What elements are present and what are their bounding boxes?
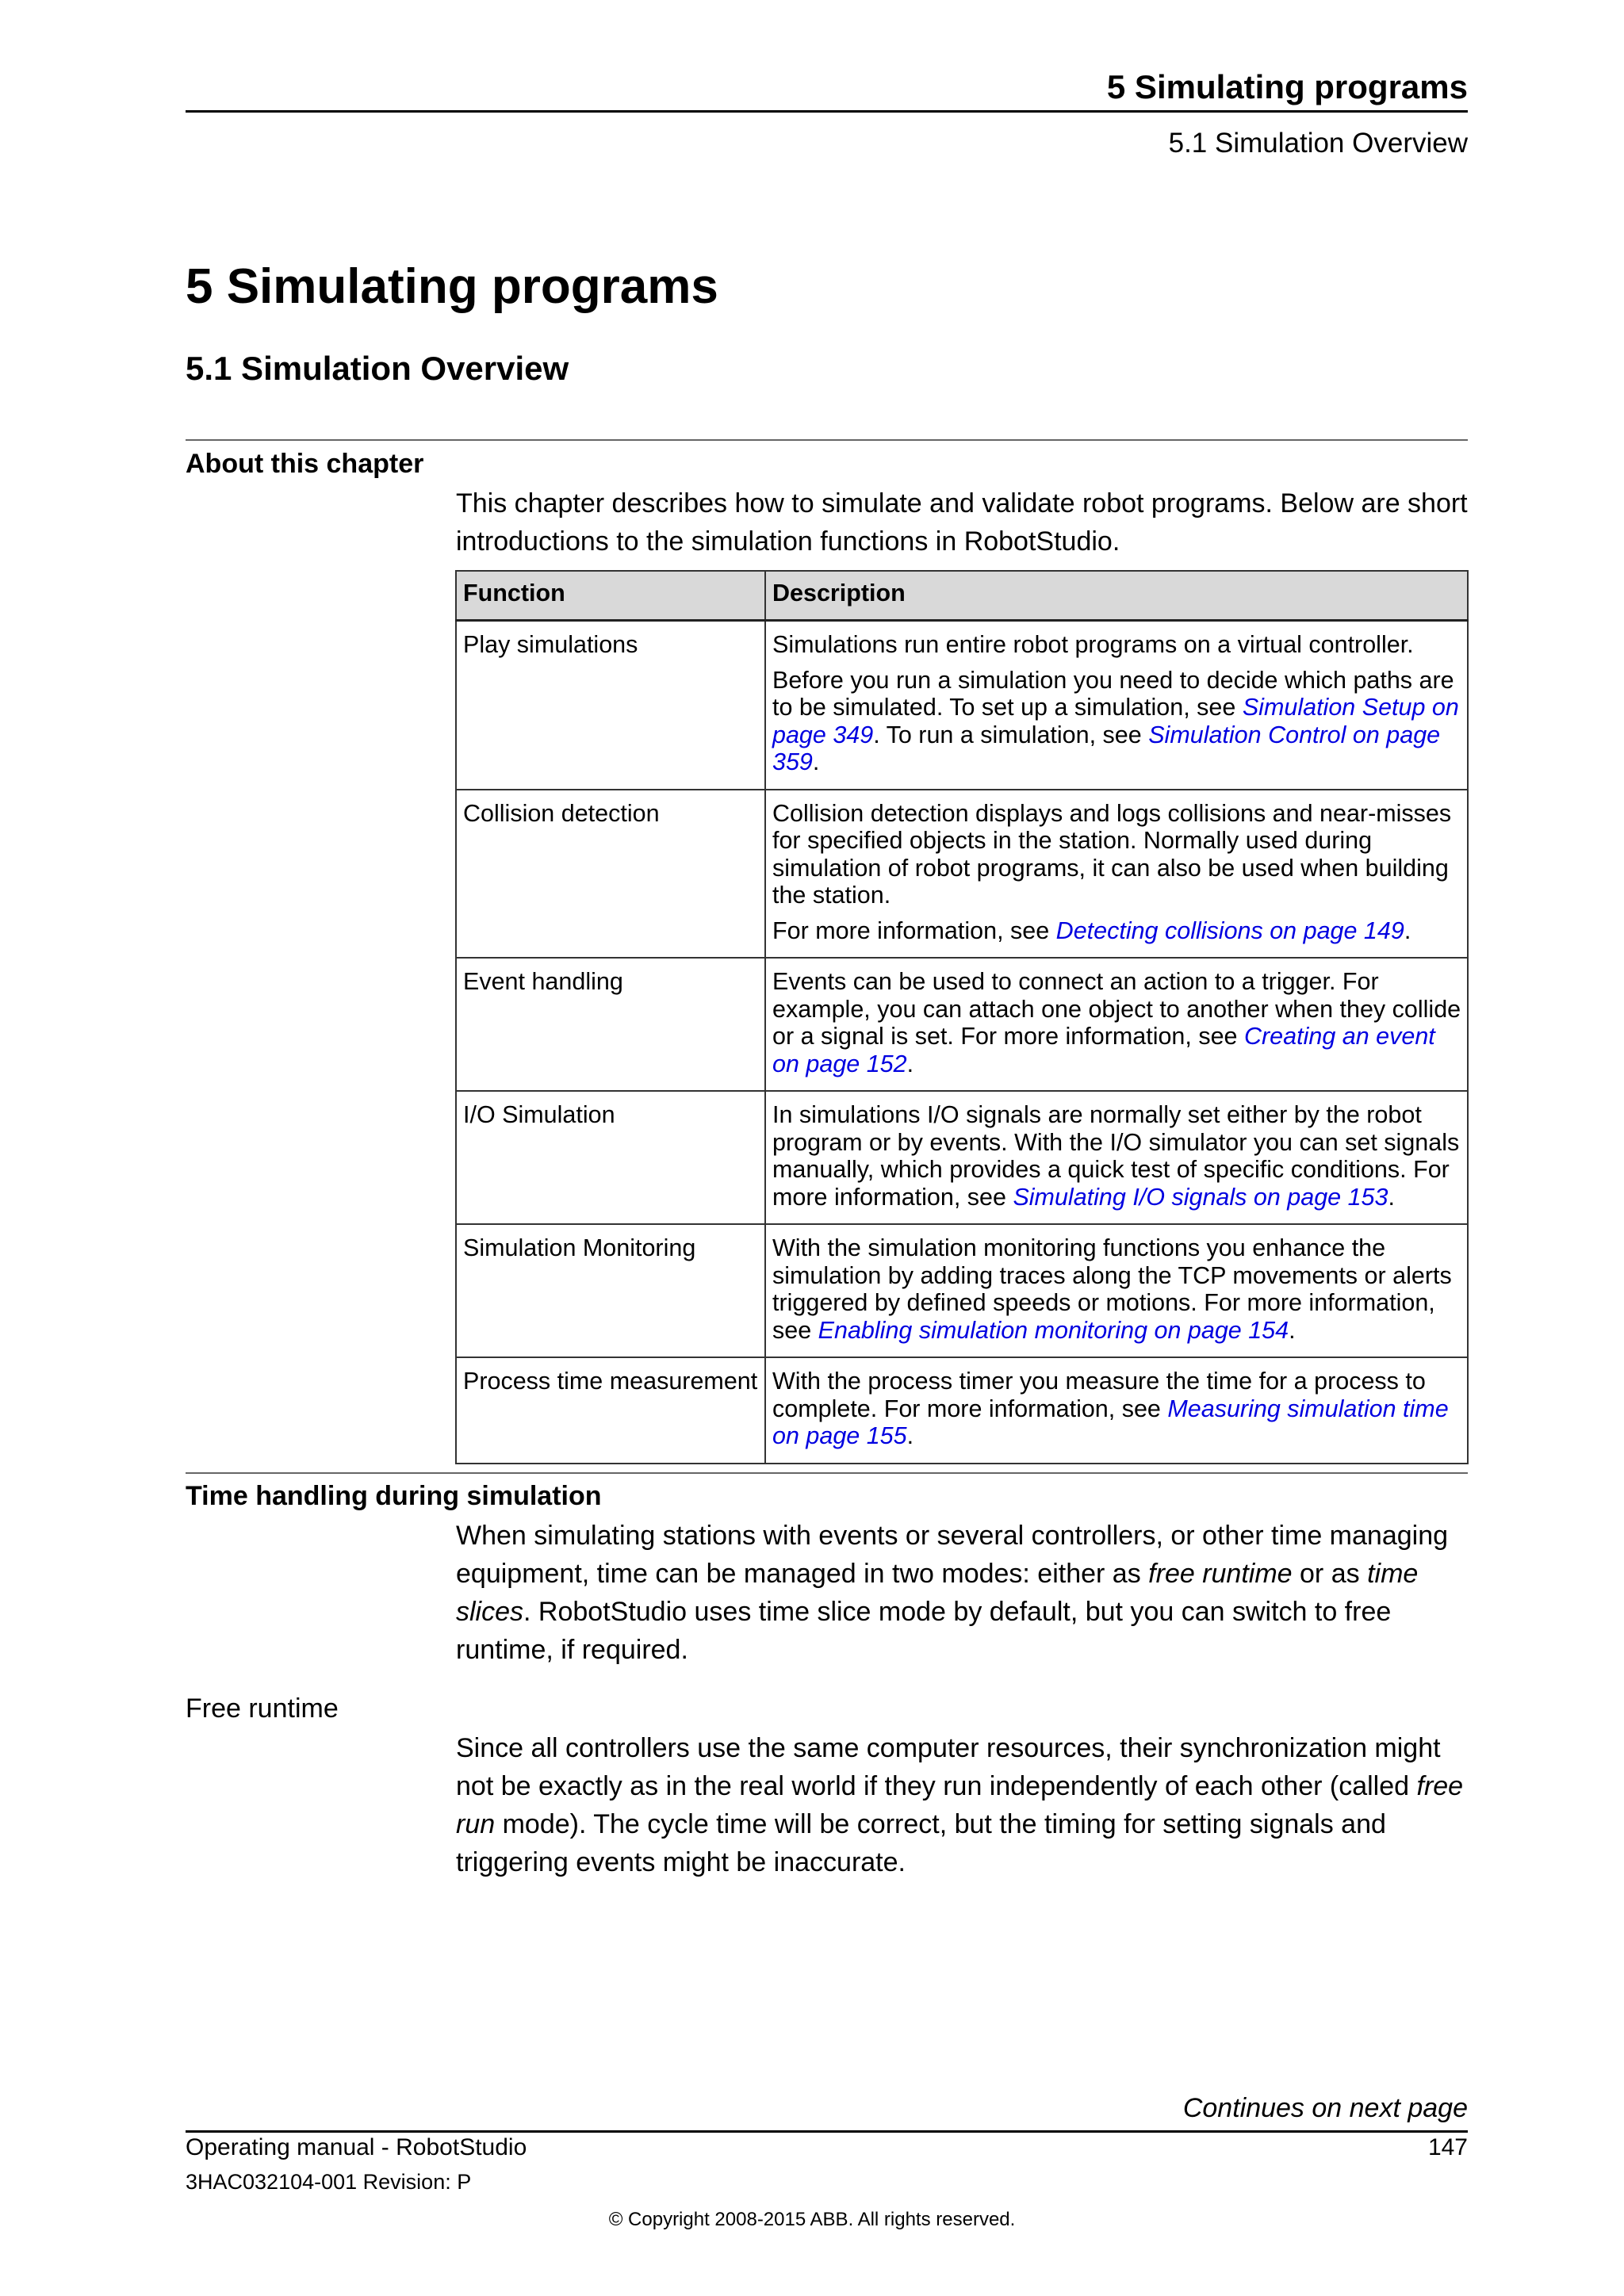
table-row: [456, 621, 1468, 790]
section-divider: [186, 1472, 1468, 1474]
table-row: [456, 790, 1468, 959]
free-runtime-label: Free runtime: [186, 1693, 339, 1724]
about-intro: This chapter describes how to simulate and validate robot programs. Below are short introductions to the simulation functions in RobotStudio.: [456, 488, 1468, 557]
section-divider: [186, 439, 1468, 441]
running-header-chapter: 5 Simulating programs: [1106, 68, 1468, 105]
description-paragraph: [772, 1368, 1464, 1450]
text-segment: Events can be used to connect an action to a trigger. For example, you can attach one object to another when they collide or a signal is set. For more information, see: [772, 968, 1461, 1050]
function-cell: Event handling: [456, 958, 765, 1091]
table-row: [456, 958, 1468, 1091]
footer-rule: [186, 2130, 1468, 2133]
table-row: [456, 1091, 1468, 1224]
description-cell: [765, 1224, 1468, 1357]
text-segment: Since all controllers use the same computer resources, their synchronization might not be exactly as in the real world if they run independently of each other (called: [456, 1733, 1441, 1801]
cross-reference-link[interactable]: Measuring simulation time on page 155: [772, 1395, 1449, 1449]
description-cell: [765, 621, 1468, 790]
description-paragraph: [772, 800, 1464, 909]
description-cell: [765, 1357, 1468, 1464]
column-header-function: Function: [456, 571, 765, 621]
text-segment: .: [1388, 1183, 1395, 1211]
description-paragraph: [772, 917, 1464, 945]
time-handling-text: [456, 1517, 1471, 1669]
emphasis-text: free runtime: [1148, 1559, 1293, 1589]
text-segment: Simulations run entire robot programs on a virtual controller.: [772, 631, 1414, 658]
text-segment: Collision detection displays and logs collisions and near-misses for specified objects in the station. Normally used during simulation of robot programs, it can also be used when building the station.: [772, 799, 1452, 909]
text-segment: With the process timer you measure the time for a process to complete. For more information, see: [772, 1368, 1426, 1422]
function-cell: Collision detection: [456, 790, 765, 959]
description-cell: [765, 1091, 1468, 1224]
function-cell: Process time measurement: [456, 1357, 765, 1464]
cross-reference-link[interactable]: Detecting collisions on page 149: [1055, 916, 1404, 944]
copyright: © Copyright 2008-2015 ABB. All rights reserved.: [608, 2209, 1016, 2230]
column-header-description: Description: [765, 571, 1468, 621]
chapter-title: 5 Simulating programs: [186, 259, 718, 314]
text-segment: For more information, see: [772, 916, 1056, 944]
section-title: 5.1 Simulation Overview: [186, 350, 569, 387]
text-segment: When simulating stations with events or several controllers, or other time managing equipment, time can be managed in two modes: either as: [456, 1521, 1449, 1589]
cross-reference-link[interactable]: Enabling simulation monitoring on page 154: [818, 1316, 1289, 1344]
text-segment: .: [1404, 916, 1411, 944]
function-cell: Simulation Monitoring: [456, 1224, 765, 1357]
description-paragraph: [772, 631, 1464, 659]
text-segment: mode). The cycle time will be correct, but the timing for setting signals and triggering events might be inaccurate.: [456, 1809, 1386, 1877]
functions-table: [455, 570, 1469, 1464]
header-rule: [186, 110, 1468, 113]
text-segment: .: [1289, 1316, 1296, 1344]
function-cell: I/O Simulation: [456, 1091, 765, 1224]
table-header-row: [456, 571, 1468, 621]
text-segment: Before you run a simulation you need to decide which paths are to be simulated. To set up a simulation, see: [772, 666, 1454, 721]
text-segment: .: [812, 748, 820, 775]
cross-reference-link[interactable]: Simulation Control on page 359: [772, 721, 1441, 775]
table-row: [456, 1224, 1468, 1357]
free-runtime-text: [456, 1729, 1471, 1881]
description-paragraph: [772, 968, 1464, 1077]
description-paragraph: [772, 667, 1464, 776]
description-paragraph: [772, 1101, 1464, 1211]
text-segment: . RobotStudio uses time slice mode by default, but you can switch to free runtime, if required.: [456, 1597, 1392, 1665]
text-segment: With the simulation monitoring functions you enhance the simulation by adding traces along the TCP movements or alerts triggered by defined speeds or motions. For more information, see: [772, 1234, 1452, 1344]
text-segment: .: [906, 1422, 914, 1449]
cross-reference-link[interactable]: Simulation Setup on page 349: [772, 694, 1459, 748]
table-row: [456, 1357, 1468, 1464]
time-handling-label: Time handling during simulation: [186, 1481, 602, 1511]
manual-title: Operating manual - RobotStudio: [186, 2134, 527, 2160]
description-cell: [765, 958, 1468, 1091]
function-cell: Play simulations: [456, 621, 765, 790]
description-cell: [765, 790, 1468, 959]
emphasis-text: time slices: [456, 1559, 1419, 1627]
cross-reference-link[interactable]: Simulating I/O signals on page 153: [1013, 1183, 1388, 1211]
text-segment: .: [906, 1050, 914, 1077]
cross-reference-link[interactable]: Creating an event on page 152: [772, 1023, 1435, 1077]
text-segment: or as: [1292, 1559, 1368, 1589]
document-revision: 3HAC032104-001 Revision: P: [186, 2170, 472, 2194]
text-segment: In simulations I/O signals are normally set either by the robot program or by events. With the I/O simulator you can set signals manually, which provides a quick test of specific conditions. For more information, see: [772, 1101, 1460, 1211]
page-number: 147: [1427, 2134, 1468, 2160]
text-segment: . To run a simulation, see: [873, 721, 1149, 748]
description-paragraph: [772, 1234, 1464, 1344]
about-chapter-label: About this chapter: [186, 449, 424, 479]
continues-note: Continues on next page: [1182, 2093, 1468, 2123]
emphasis-text: free run: [456, 1771, 1464, 1839]
running-header-section: 5.1 Simulation Overview: [1168, 128, 1468, 159]
